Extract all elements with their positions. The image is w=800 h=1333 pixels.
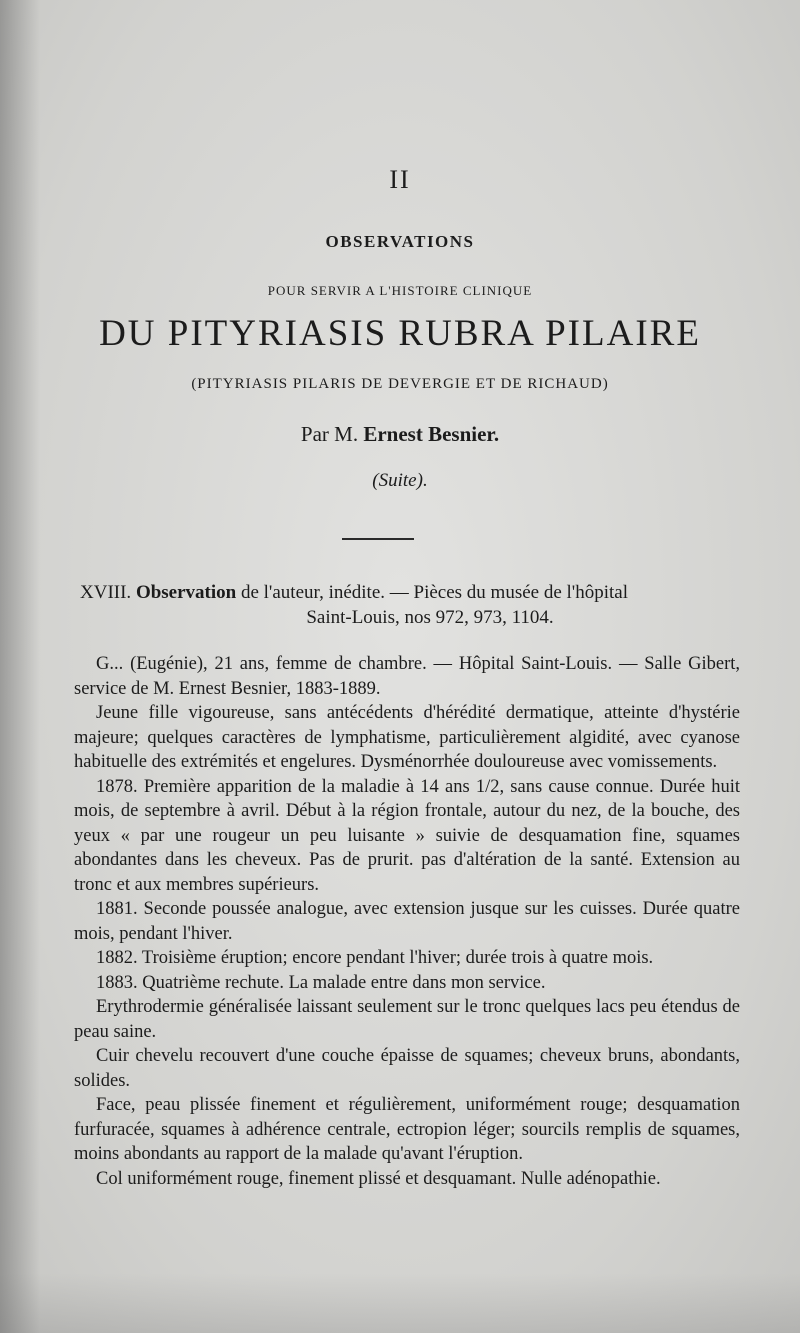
section-divider: [342, 538, 414, 540]
observation-number: XVIII.: [80, 582, 132, 603]
author-line: [0, 422, 800, 447]
paragraph: 1878. Première apparition de la maladie à 14 ans 1/2, sans cause connue. Durée huit mois, de septembre à avril. Début à la région frontale, autour du nez, de la bouche, des yeux « par une rougeur un peu luisante » suivie de desquamation fine, squames abondantes dans les cheveux. Pas de prurit. pas d'altération de la santé. Extension au tronc et aux membres supérieurs.: [74, 776, 740, 895]
chapter-numeral: II: [389, 165, 411, 194]
observation-body: [74, 652, 740, 1191]
observations-title: OBSERVATIONS: [325, 232, 475, 251]
paragraph: Erythrodermie généralisée laissant seulement sur le tronc quelques lacs peu étendus de peau saine.: [74, 997, 740, 1042]
main-title: DU PITYRIASIS RUBRA PILAIRE: [99, 313, 701, 354]
subtitle-parenthetical: (PITYRIASIS PILARIS DE DEVERGIE ET DE RICHAUD): [191, 376, 609, 392]
paragraph: 1881. Seconde poussée analogue, avec extension jusque sur les cuisses. Durée quatre mois, pendant l'hiver.: [74, 899, 740, 944]
paragraph: 1882. Troisième éruption; encore pendant l'hiver; durée trois à quatre mois.: [96, 948, 654, 968]
paragraph: Col uniformément rouge, finement plissé et desquamant. Nulle adénopathie.: [96, 1168, 661, 1189]
page-gutter-shadow: [0, 0, 40, 1333]
observation-heading-line2: Saint-Louis, nos 972, 973, 1104.: [306, 607, 554, 628]
author-prefix: Par M.: [300, 422, 359, 446]
paragraph: Face, peau plissée finement et régulièrement, uniformément rouge; desquamation furfuracée, squames à adhérence centrale, ectropion léger; sourcils remplis de squames, moins abondants au rapport de la malade qu'avant l'éruption.: [74, 1095, 740, 1164]
observation-heading: [80, 580, 740, 630]
paragraph: G... (Eugénie), 21 ans, femme de chambre. — Hôpital Saint-Louis. — Salle Gibert, service de M. Ernest Besnier, 1883-1889.: [74, 654, 740, 699]
paragraph: 1883. Quatrième rechute. La malade entre dans mon service.: [96, 972, 546, 993]
observation-label: Observation: [135, 582, 237, 603]
subtitle-pour-servir: POUR SERVIR A L'HISTOIRE CLINIQUE: [267, 283, 533, 298]
page-bottom-shadow: [0, 1273, 800, 1333]
author-name: Ernest Besnier.: [363, 422, 500, 446]
observation-heading-rest: de l'auteur, inédite. — Pièces du musée de l'hôpital: [240, 582, 629, 603]
paragraph: Cuir chevelu recouvert d'une couche épaisse de squames; cheveux bruns, abondants, solides.: [74, 1046, 740, 1091]
suite-label: (Suite).: [372, 470, 428, 491]
paragraph: Jeune fille vigoureuse, sans antécédents d'hérédité dermatique, atteinte d'hystérie majeure; quelques caractères de lymphatisme, particulièrement algidité, avec cyanose habituelle des extrémités et engelures. Dysménorrhée douloureuse avec vomissements.: [74, 703, 740, 772]
